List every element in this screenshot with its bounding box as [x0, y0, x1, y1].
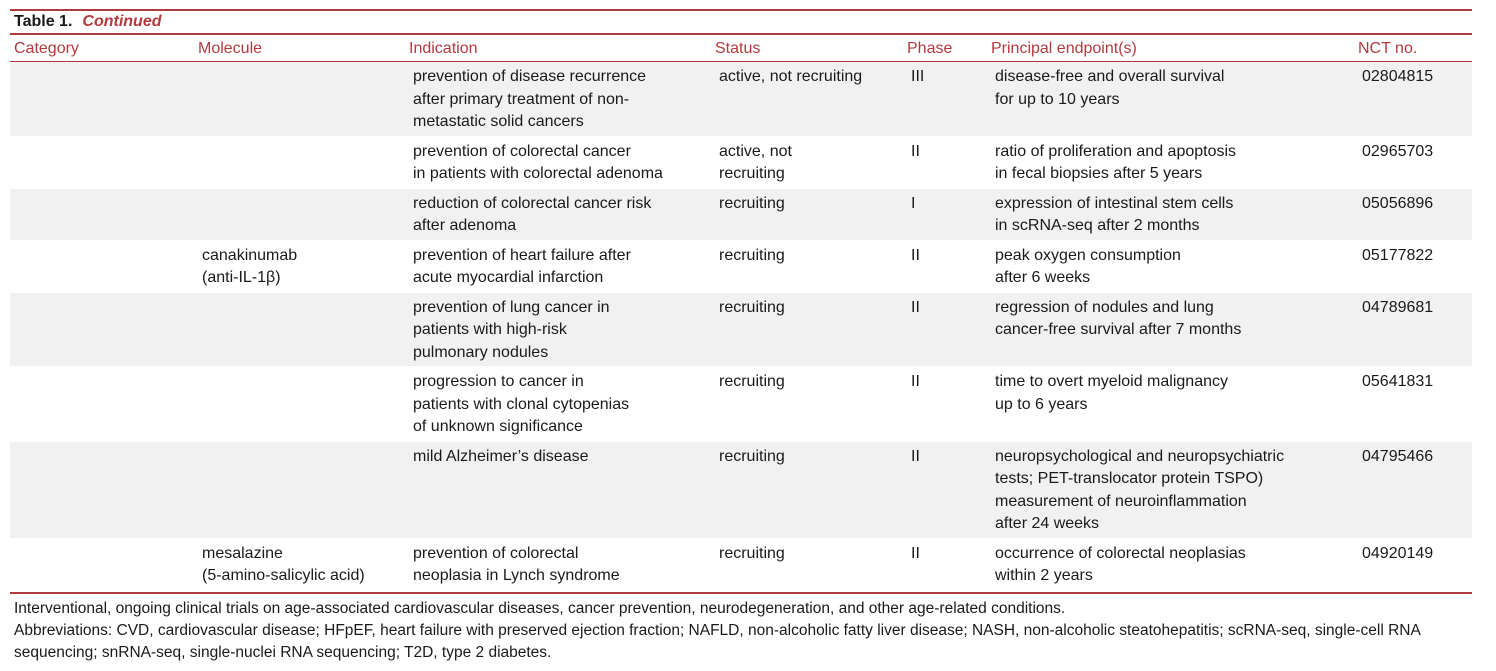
cell-status: recruiting [719, 188, 911, 240]
cell-endpoint: occurrence of colorectal neoplasias within 2 years [995, 538, 1362, 590]
cell-indication: prevention of colorectal cancer in patients with colorectal adenoma [413, 136, 719, 188]
cell-phase: II [911, 136, 995, 188]
table-row [10, 136, 1472, 188]
cell-endpoint: ratio of proliferation and apoptosis in fecal biopsies after 5 years [995, 136, 1362, 188]
column-header-molecule: Molecule [198, 40, 263, 57]
footnote: Interventional, ongoing clinical trials on age-associated cardiovascular diseases, cancer prevention, neurodegeneration, and other age-related conditions. [14, 599, 1066, 617]
cell-indication: prevention of colorectal neoplasia in Lynch syndrome [413, 538, 719, 590]
cell-phase: II [911, 538, 995, 590]
cell-phase: II [911, 292, 995, 367]
cell-phase: II [911, 441, 995, 538]
table-footnotes [10, 594, 1472, 665]
cell-molecule: mesalazine (5-amino-salicylic acid) [202, 538, 413, 590]
cell-status: recruiting [719, 538, 911, 590]
cell-category [10, 367, 202, 442]
cell-category [10, 441, 202, 538]
cell-molecule [202, 62, 413, 136]
cell-category [10, 62, 202, 136]
cell-endpoint: peak oxygen consumption after 6 weeks [995, 240, 1362, 292]
cell-phase: III [911, 62, 995, 136]
cell-phase: I [911, 188, 995, 240]
cell-nct: 02965703 [1362, 136, 1472, 188]
cell-molecule [202, 136, 413, 188]
column-header-status: Status [715, 40, 761, 57]
cell-molecule: canakinumab (anti-IL-1β) [202, 240, 413, 292]
cell-phase: II [911, 367, 995, 442]
column-header-indication: Indication [409, 40, 478, 57]
table-row [10, 188, 1472, 240]
cell-indication: prevention of lung cancer in patients with high-risk pulmonary nodules [413, 292, 719, 367]
cell-nct: 04795466 [1362, 441, 1472, 538]
table-container [10, 9, 1472, 664]
table-label: Table 1. [14, 13, 73, 30]
cell-nct: 05177822 [1362, 240, 1472, 292]
column-header-nct: NCT no. [1358, 40, 1418, 57]
table-body [10, 62, 1472, 590]
table-row [10, 538, 1472, 590]
cell-nct: 05056896 [1362, 188, 1472, 240]
cell-indication: prevention of disease recurrence after primary treatment of non- metastatic solid cancers [413, 62, 719, 136]
cell-indication: prevention of heart failure after acute myocardial infarction [413, 240, 719, 292]
table-row [10, 62, 1472, 136]
cell-molecule [202, 367, 413, 442]
cell-status: recruiting [719, 441, 911, 538]
cell-status: recruiting [719, 292, 911, 367]
cell-molecule [202, 292, 413, 367]
cell-category [10, 136, 202, 188]
cell-nct: 04920149 [1362, 538, 1472, 590]
cell-indication: reduction of colorectal cancer risk after adenoma [413, 188, 719, 240]
cell-indication: mild Alzheimer’s disease [413, 441, 719, 538]
cell-molecule [202, 441, 413, 538]
column-header-category: Category [14, 40, 79, 57]
cell-nct: 04789681 [1362, 292, 1472, 367]
cell-endpoint: time to overt myeloid malignancy up to 6 years [995, 367, 1362, 442]
cell-status: active, not recruiting [719, 62, 911, 136]
table-continued: Continued [82, 13, 162, 30]
cell-endpoint: neuropsychological and neuropsychiatric tests; PET-translocator protein TSPO) measurement of neuroinflammation after 24 weeks [995, 441, 1362, 538]
table-title [10, 11, 1472, 33]
cell-category [10, 188, 202, 240]
cell-phase: II [911, 240, 995, 292]
cell-category [10, 292, 202, 367]
cell-category [10, 240, 202, 292]
cell-indication: progression to cancer in patients with clonal cytopenias of unknown significance [413, 367, 719, 442]
table-row [10, 292, 1472, 367]
cell-endpoint: expression of intestinal stem cells in scRNA-seq after 2 months [995, 188, 1362, 240]
table-row [10, 240, 1472, 292]
cell-endpoint: regression of nodules and lung cancer-free survival after 7 months [995, 292, 1362, 367]
table-row [10, 441, 1472, 538]
column-header-phase: Phase [907, 40, 953, 57]
table-header [10, 35, 1472, 61]
cell-endpoint: disease-free and overall survival for up to 10 years [995, 62, 1362, 136]
cell-molecule [202, 188, 413, 240]
trials-table [10, 62, 1472, 591]
cell-status: recruiting [719, 240, 911, 292]
cell-nct: 02804815 [1362, 62, 1472, 136]
column-header-endpoint: Principal endpoint(s) [991, 40, 1137, 57]
cell-nct: 05641831 [1362, 367, 1472, 442]
cell-category [10, 538, 202, 590]
cell-status: active, not recruiting [719, 136, 911, 188]
abbreviations: Abbreviations: CVD, cardiovascular disease; HFpEF, heart failure with preserved ejection fraction; NAFLD, non-alcoholic fatty liver disease; NASH, non-alcoholic steatohepatitis; scRNA-seq, single-cell RNA sequencing; snRNA-seq, single-nuclei RNA sequencing; T2D, type 2 diabetes. [14, 621, 1420, 662]
cell-status: recruiting [719, 367, 911, 442]
table-row [10, 367, 1472, 442]
